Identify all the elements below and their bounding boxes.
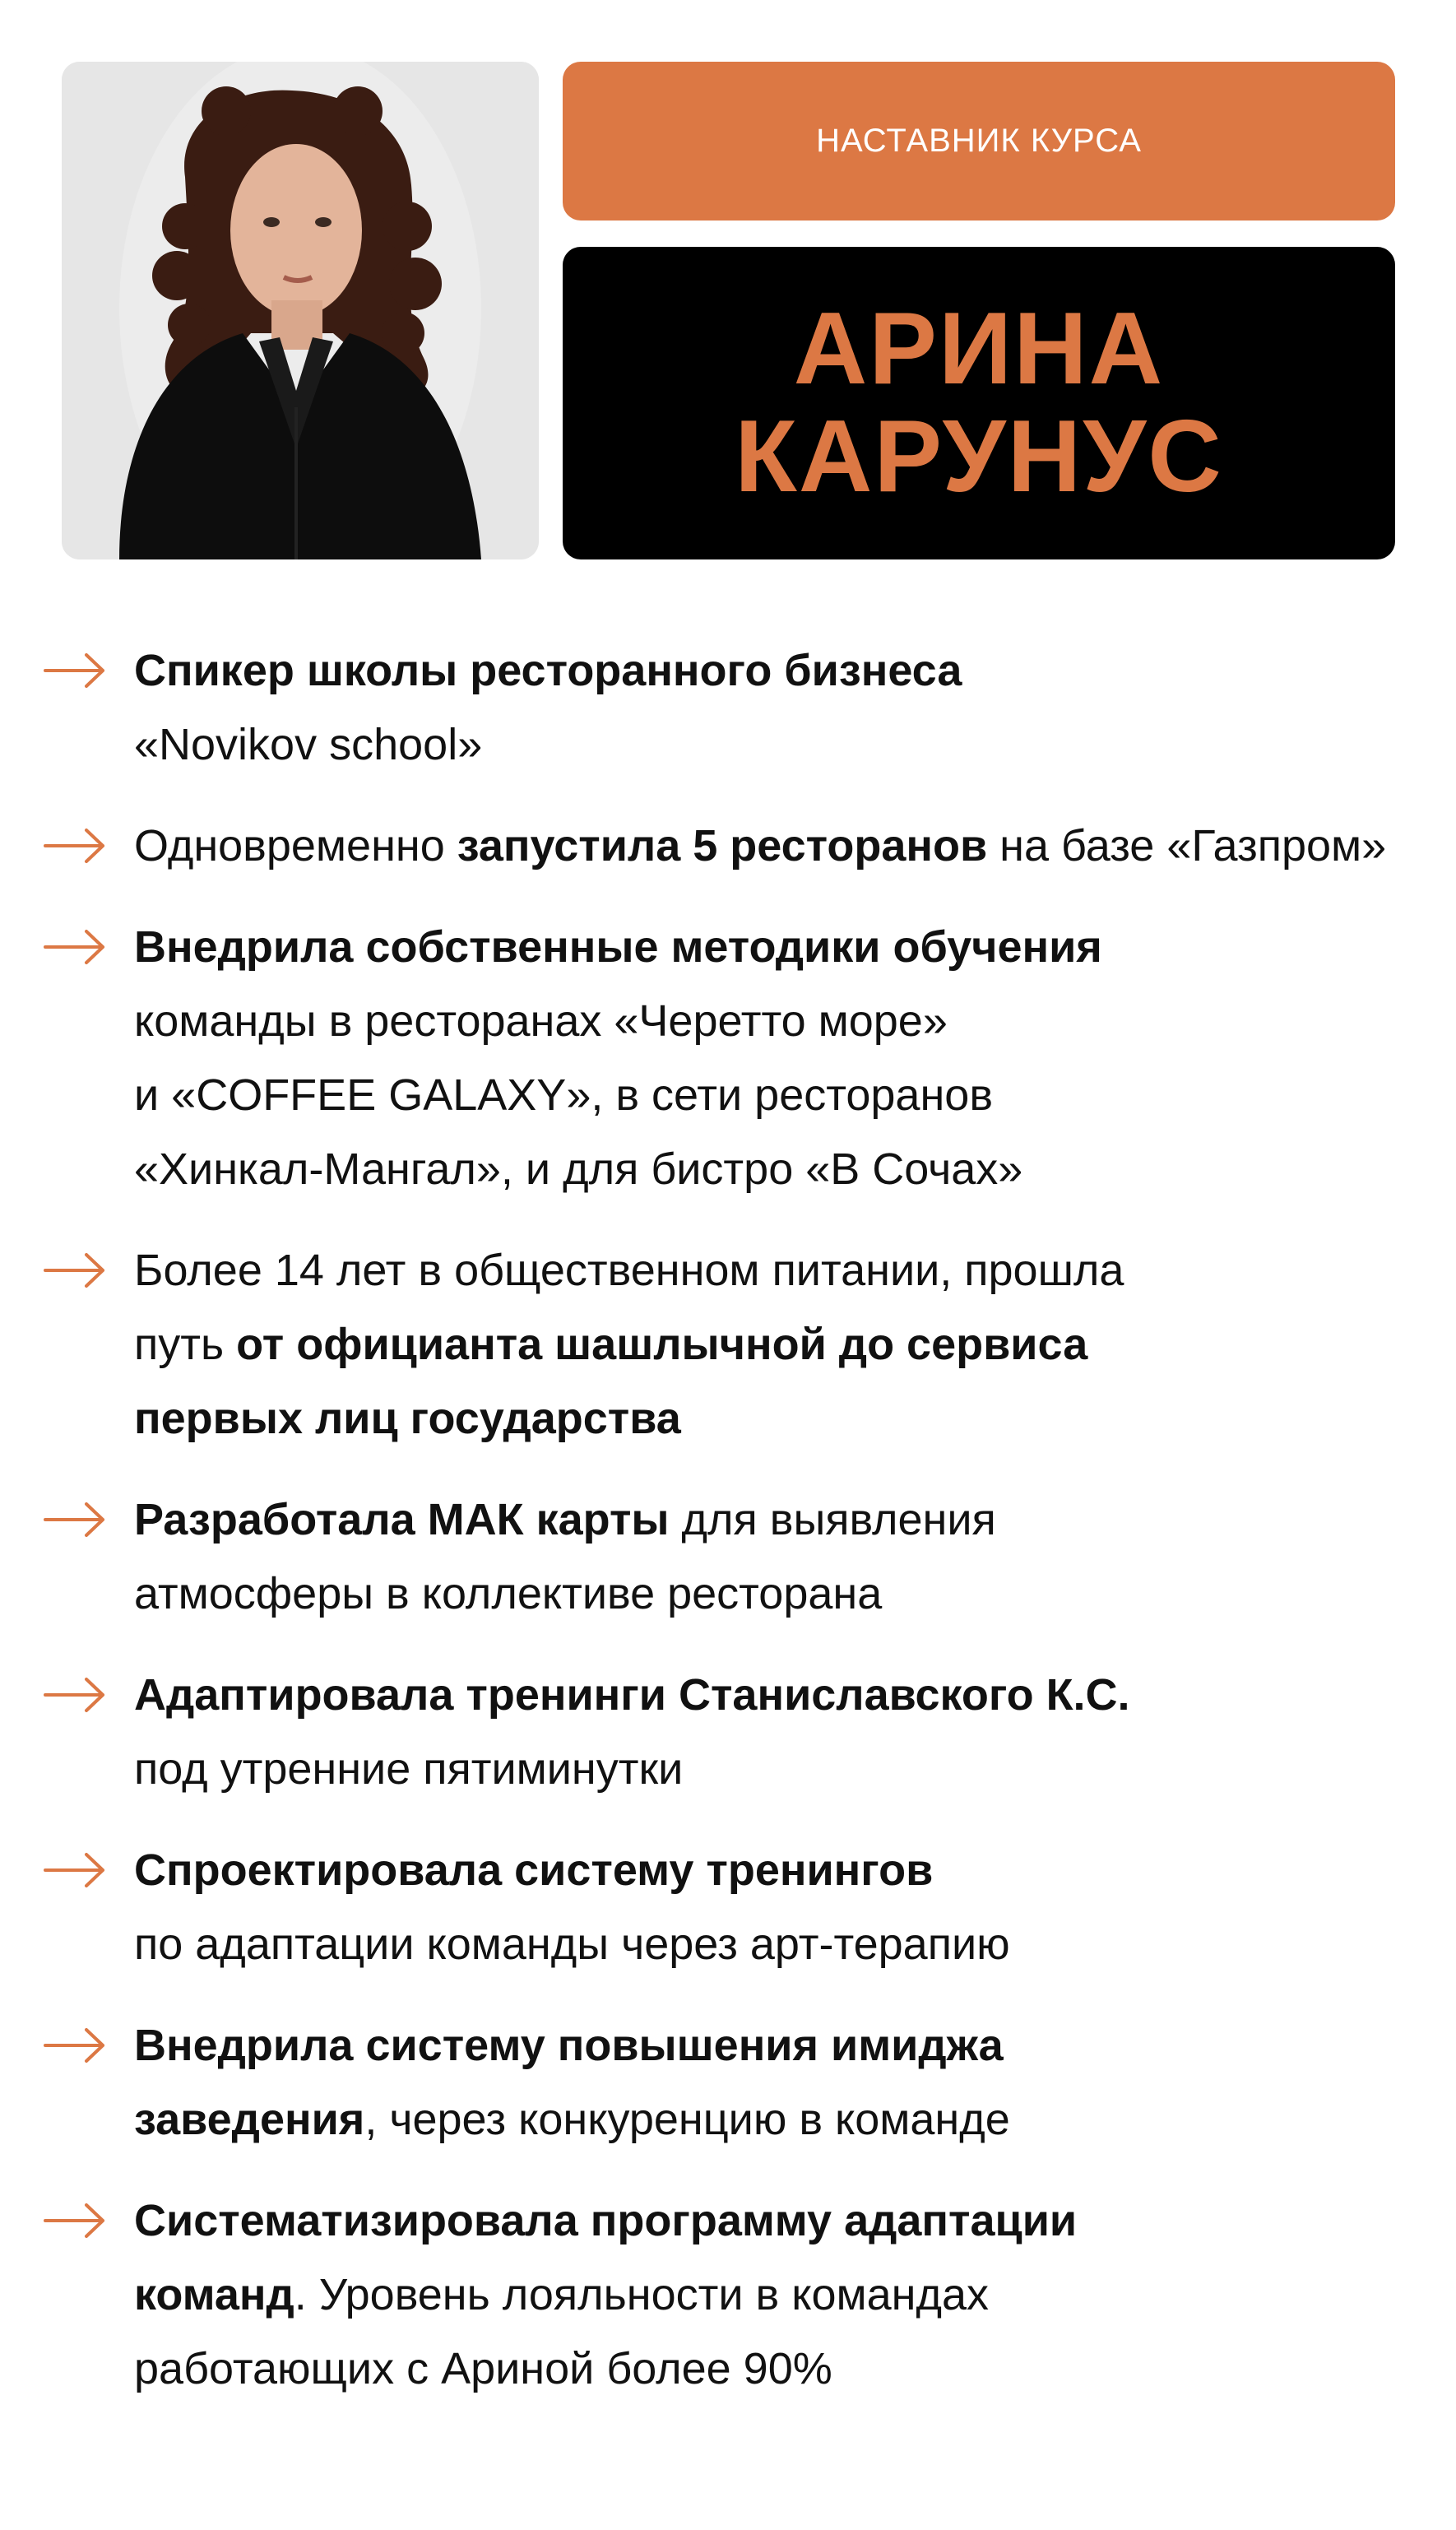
arrow-right-icon (44, 652, 106, 689)
course-mentor-label: НАСТАВНИК КУРСА (563, 62, 1395, 221)
arrow-right-icon (44, 1252, 106, 1288)
mentor-photo (62, 62, 539, 559)
achievement-highlight: запустила 5 ресторанов (457, 821, 988, 870)
achievement-item (0, 809, 1456, 883)
achievements-list (0, 634, 1456, 2433)
achievement-text: на базе «Газпром» (987, 821, 1387, 870)
arrow-right-icon (44, 1677, 106, 1713)
achievement-text: «Хинкал-Мангал», и для бистро «В Сочах» (134, 1144, 1023, 1194)
achievement-highlight: Внедрила собственные методики обучения (134, 922, 1102, 972)
arrow-right-icon (44, 828, 106, 864)
achievement-text: , через конкуренцию в команде (364, 2095, 1010, 2144)
achievement-highlight: Спроектировала систему тренингов (134, 1845, 934, 1895)
mentor-last-name: КАРУНУС (735, 400, 1223, 513)
achievement-highlight: от официанта шашлычной до сервиса (236, 1320, 1088, 1369)
mentor-name-card (563, 247, 1395, 559)
arrow-right-icon (44, 2027, 106, 2063)
achievement-highlight: Внедрила систему повышения имиджа (134, 2021, 1004, 2070)
arrow-right-icon (44, 1502, 106, 1538)
achievement-text: путь (134, 1320, 237, 1369)
achievement-text: для выявления (669, 1495, 996, 1544)
arrow-right-icon (44, 929, 106, 965)
achievement-item (0, 1658, 1456, 1806)
achievement-highlight: Разработала МАК карты (134, 1495, 670, 1544)
achievement-text: под утренние пятиминутки (134, 1744, 684, 1794)
achievement-highlight: команд (134, 2270, 294, 2319)
achievement-text: работающих с Ариной более 90% (134, 2344, 832, 2393)
arrow-right-icon (44, 2203, 106, 2239)
achievement-item (0, 1833, 1456, 1981)
achievement-text: «Novikov school» (134, 720, 483, 769)
achievement-item (0, 1233, 1456, 1455)
achievement-highlight: первых лиц государства (134, 1394, 681, 1443)
achievement-item (0, 2184, 1456, 2406)
arrow-right-icon (44, 1852, 106, 1888)
achievement-highlight: Адаптировала тренинги Станиславского К.С. (134, 1670, 1130, 1720)
achievement-item (0, 2008, 1456, 2156)
achievement-text: команды в ресторанах «Черетто море» (134, 996, 948, 1046)
achievement-highlight: Систематизировала программу адаптации (134, 2196, 1078, 2245)
mentor-portrait (62, 62, 539, 559)
achievement-text: . Уровень лояльности в командах (294, 2270, 990, 2319)
achievement-text: атмосферы в коллективе ресторана (134, 1569, 883, 1618)
achievement-text: Более 14 лет в общественном питании, прошла (134, 1246, 1124, 1295)
achievement-highlight: Спикер школы ресторанного бизнеса (134, 646, 962, 695)
achievement-item (0, 634, 1456, 782)
achievement-text: и «COFFEE GALAXY», в сети ресторанов (134, 1070, 994, 1120)
achievement-text: Одновременно (134, 821, 457, 870)
achievement-highlight: заведения (134, 2095, 365, 2144)
achievement-item (0, 910, 1456, 1206)
achievement-item (0, 1483, 1456, 1631)
achievement-text: по адаптации команды через арт-терапию (134, 1920, 1010, 1969)
mentor-first-name: АРИНА (793, 291, 1165, 406)
